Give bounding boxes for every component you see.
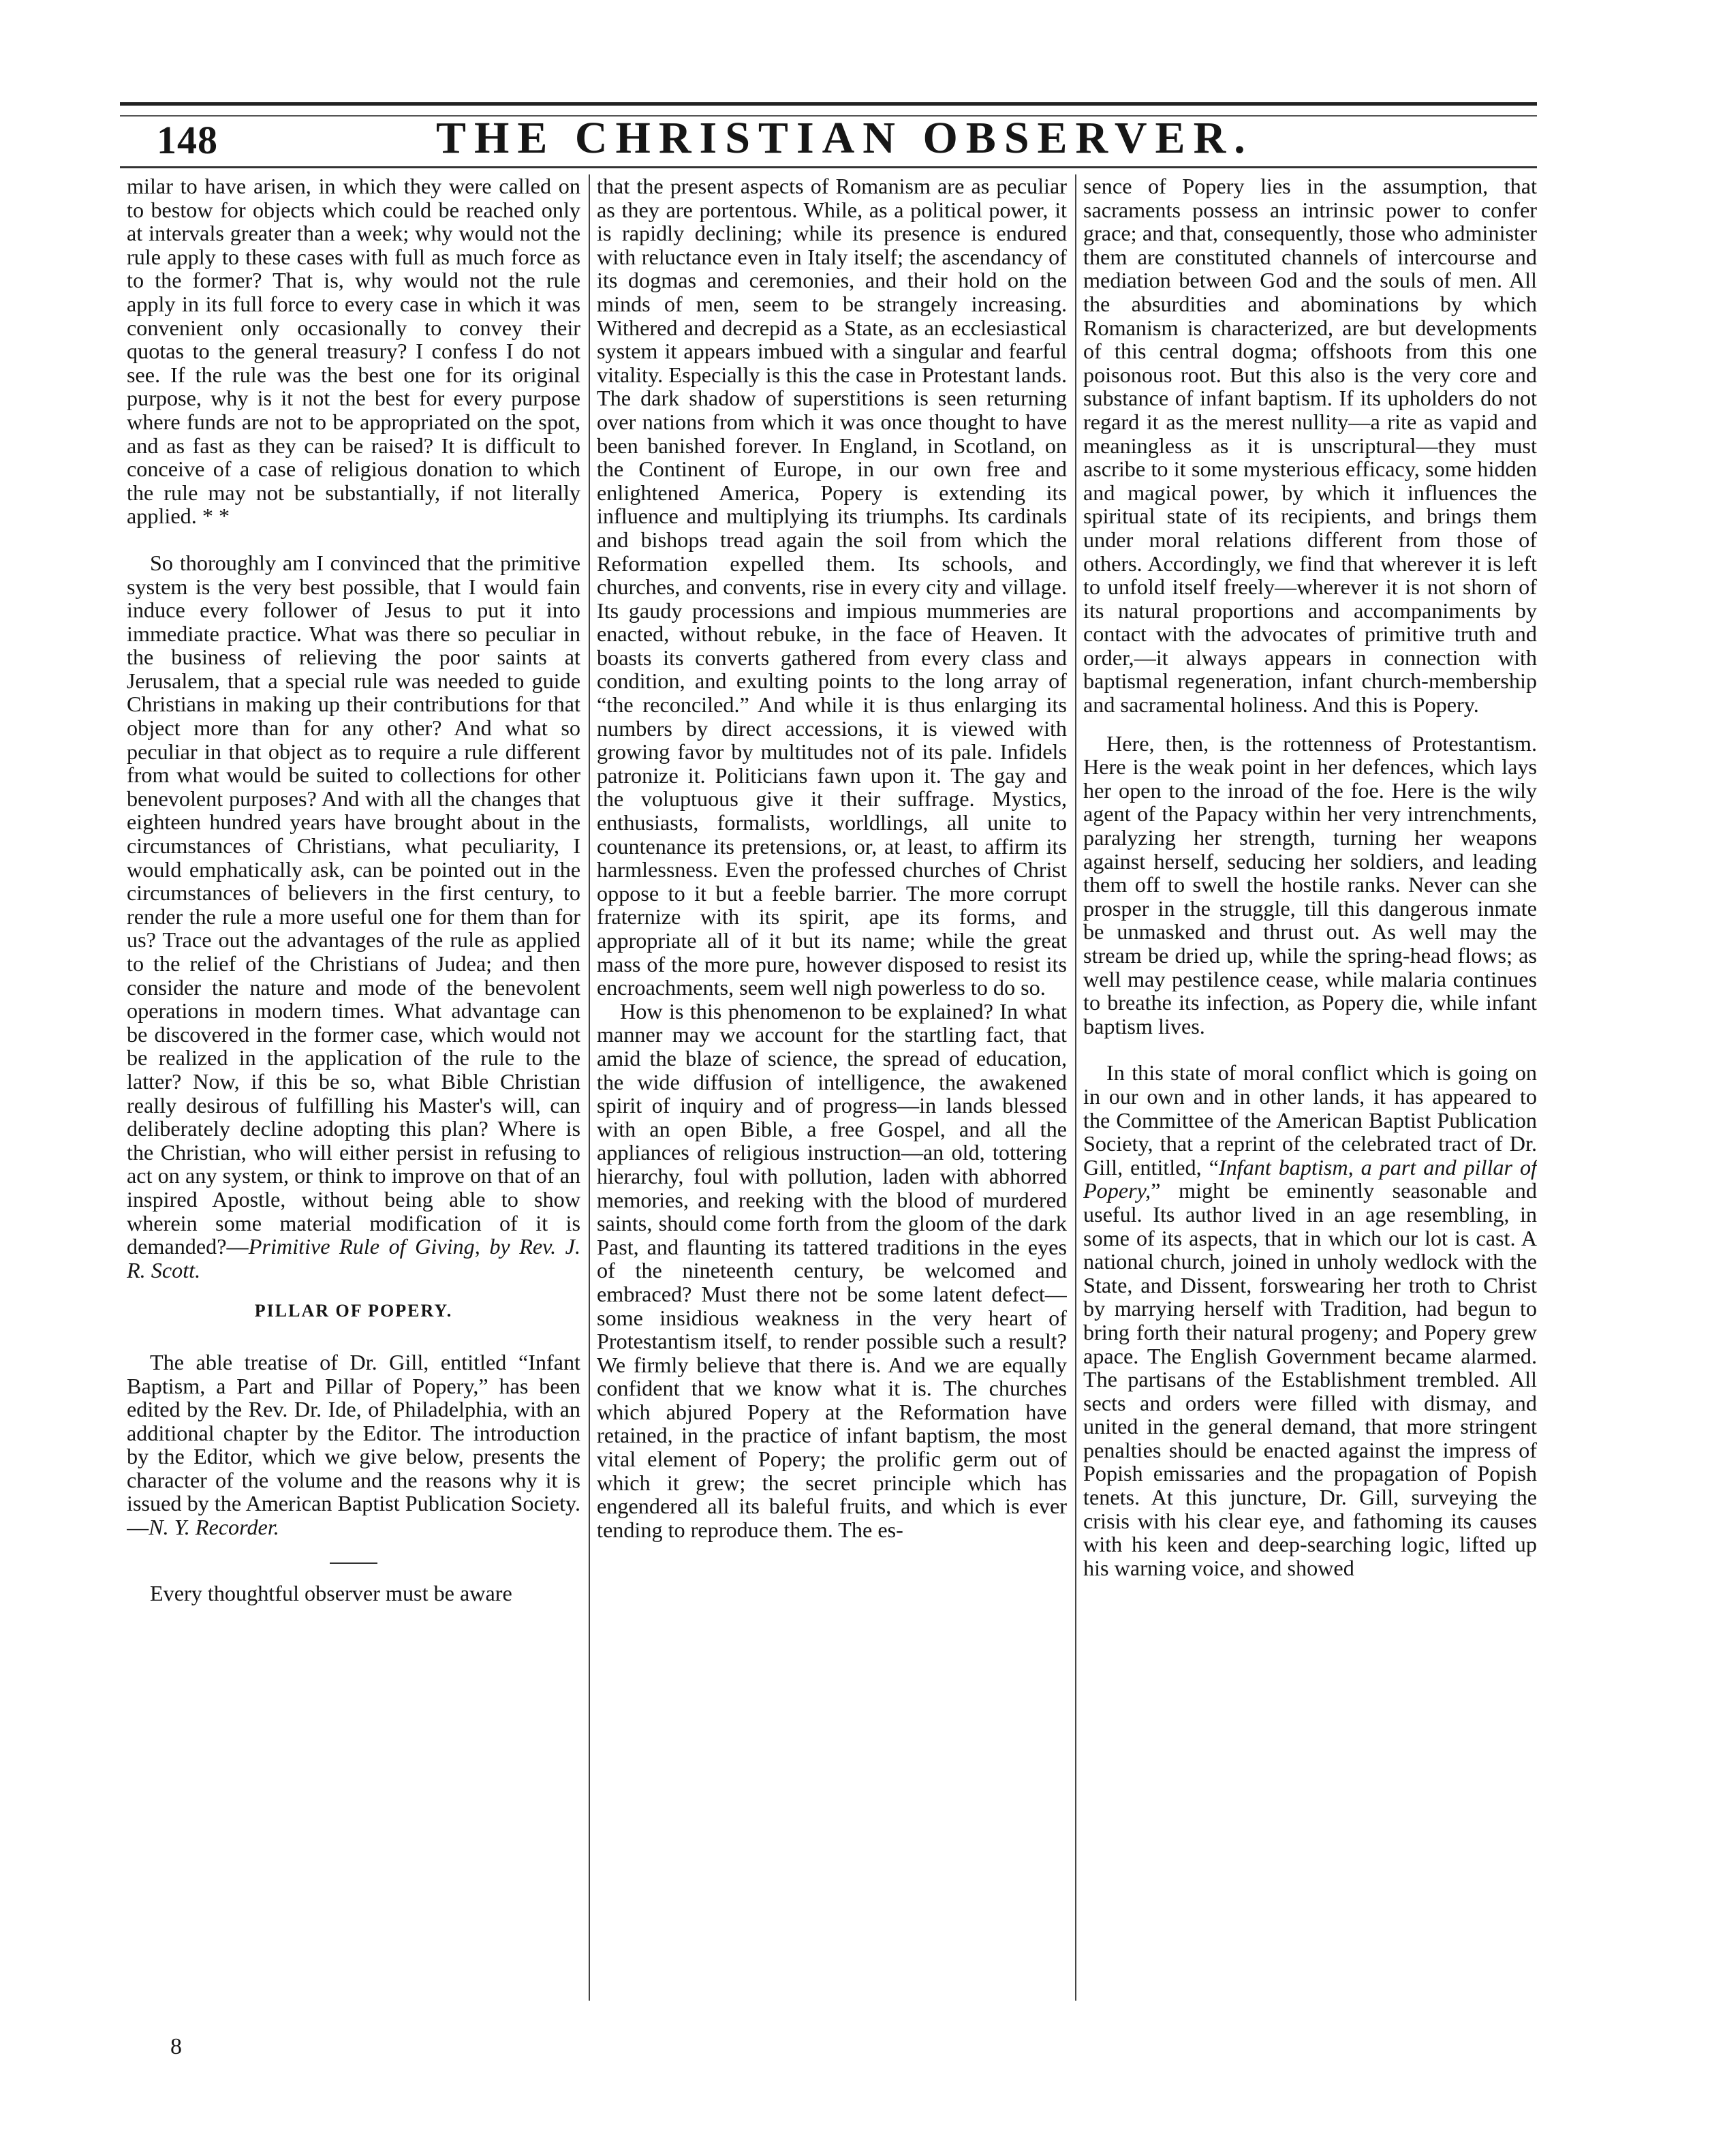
paragraph: milar to have arisen, in which they were called on to bestow for objects which could be reached only at intervals greater than a week; why would not the rule apply to these cases with full as much force as to the former? That is, why would not the rule apply in its full force to every case in which it was convenient only occasionally to convey their quotas to the general treasury? I confess I do not see. If the rule was the best one for its original purpose, why is it not the best for every purpose where funds are not to be appropriated on the spot, and as fast as they can be raised? It is difficult to conceive of a case of religious donation to which the rule may not be substantially, if not literally applied. * * bbox=[127, 174, 580, 529]
paragraph: Every thoughtful observer must be aware bbox=[150, 1580, 512, 1605]
signature-mark: 8 bbox=[170, 2034, 182, 2059]
paragraph bbox=[127, 551, 580, 1282]
column-3 bbox=[1083, 174, 1537, 1980]
paragraph-text: ” might be eminently seasonable and useful. Its author lived in an age resembling, in some of its aspects, that in which our lot is cast. A national church, joined in unholy wedlock with the State, and Dissent, forswearing her troth to Christ by marrying herself with Tradition, had begun to bring forth their natural progeny; and Popery grew apace. The English Government became alarmed. The partisans of the Establishment trembled. All sects and orders were filled with dismay, and united in the general demand, that more stringent penalties should be enacted against the impress of Popish emissaries and the propagation of Popish tenets. At this juncture, Dr. Gill, surveying the crisis with his clear eye, and fathoming its causes with his keen and deep-searching logic, lifted up his warning voice, and showed bbox=[1083, 1178, 1537, 1580]
tract-title: Infant baptism, a part and pillar of Popery, bbox=[1083, 1154, 1537, 1203]
paragraph-text: The able treatise of Dr. Gill, entitled “Infant Baptism, a Part and Pillar of Popery,” has been edited by the Rev. Dr. Ide, of Philadelphia, with an additional chapter by the Editor. The introduction by the Editor, which we give below, presents the character of the volume and the reasons why it is issued by the American Baptist Publication Society.— bbox=[127, 1349, 580, 1540]
column-divider bbox=[589, 174, 590, 2001]
column-1 bbox=[127, 174, 580, 1980]
paragraph: Here, then, is the rottenness of Protestantism. Here is the weak point in her defences, which lays her open to the inroad of the foe. Here is the wily agent of the Papacy within her very intrenchments, paralyzing her strength, turning her weapons against herself, seducing her soldiers, and leading them off to swell the hostile ranks. Never can she prosper in the struggle, till this dangerous inmate be unmasked and thrust out. As well may the stream be dried up, while the spring-head flows; as well may pestilence cease, while malaria continues to breathe its infection, as Popery die, while infant baptism lives. bbox=[1083, 730, 1537, 1038]
page-number: 148 bbox=[157, 118, 218, 162]
paragraph: How is this phenomenon to be explained? In what manner may we account for the startling fact, that amid the blaze of science, the spread of education, the wide diffusion of intelligence, the awakened spirit of inquiry and of progress—in lands blessed with an open Bible, a free Gospel, and all the appliances of religious instruction—an old, tottering hierarchy, foul with pollution, laden with abhorred memories, and reeking with the blood of murdered saints, should come forth from the gloom of the dark Past, and flaunting its tattered traditions in the eyes of the nineteenth century, be welcomed and embraced? Must there not be some latent defect—some insidious weakness in the very heart of Protestantism itself, to render possible such a result? We firmly believe that there is. And we are equally confident that we know what it is. The churches which abjured Popery at the Reformation have retained, in the practice of infant baptism, the most vital element of Popery; the prolific germ out of which it grew; the secret principle which has engendered all its baleful fruits, and which is ever tending to reproduce them. The es- bbox=[597, 998, 1067, 1542]
paragraph-text: In this state of moral conflict which is going on in our own and in other lands, it has appeared to the Committee of the American Baptist Publication Society, that a reprint of the celebrated tract of Dr. Gill, entitled, “ bbox=[1083, 1060, 1537, 1180]
paragraph: that the present aspects of Romanism are as peculiar as they are portentous. While, as a political power, it is rapidly declining; while its presence is endured with reluctance even in Italy itself; the ascendancy of its dogmas and ceremonies, and their hold on the minds of men, seem to be strangely increasing. Withered and decrepid as a State, as an ecclesiastical system it appears imbued with a singular and fearful vitality. Especially is this the case in Protestant lands. The dark shadow of superstitions is seen returning over nations from which it was once thought to have been banished forever. In England, in Scotland, on the Continent of Europe, in our own free and enlightened America, Popery is extending its influence and multiplying its triumphs. Its cardinals and bishops tread again the soil from which the Reformation expelled them. Its schools, and churches, and convents, rise in every city and village. Its gaudy processions and impious mummeries are enacted, without rebuke, in the face of Heaven. It boasts its converts gathered from every class and condition, and exulting points to the long array of “the reconciled.” And while it is thus enlarging its numbers by direct accessions, it is viewed with growing favor by multitudes not of its pale. Infidels patronize it. Politicians fawn upon it. The gay and the voluptuous give it their suffrage. Mystics, enthusiasts, formalists, worldlings, all unite to countenance its pretensions, or, at least, to affirm its harmlessness. Even the professed churches of Christ oppose to it but a feeble barrier. The more corrupt fraternize with its spirit, ape its forms, and appropriate all of it but its name; while the great mass of the more pure, however disposed to resist its encroachments, seem well nigh powerless to do so. bbox=[597, 174, 1067, 1000]
header-rule bbox=[120, 166, 1537, 168]
column-divider bbox=[1075, 174, 1076, 2001]
section-heading: PILLAR OF POPERY. bbox=[254, 1301, 453, 1321]
paragraph: sence of Popery lies in the assumption, that sacraments possess an intrinsic power to confer grace; and that, consequently, those who administer them are constituted channels of intercourse and mediation between God and the souls of men. All the absurdities and abominations by which Romanism is characterized, are but developments of this central dogma; offshoots from this one poisonous root. But this also is the very core and substance of infant baptism. If its upholders do not regard it as the merest nullity—a rite as vapid and meaningless as it is unscriptural—they must ascribe to it some mysterious efficacy, some hidden and magical power, by which it influences the spiritual state of its recipients, and brings them under moral relations different from those of others. Accordingly, we find that wherever it is left to unfold itself freely—wherever it is not shorn of its natural proportions and accompaniments by contact with the advocates of primitive truth and order,—it always appears in connection with baptismal regeneration, infant church-membership and sacramental holiness. And this is Popery. bbox=[1083, 174, 1537, 718]
column-2 bbox=[597, 174, 1067, 1980]
paragraph-text: So thoroughly am I convinced that the primitive system is the very best possible, that I would fain induce every follower of Jesus to put it into immediate practice. What was there so peculiar in the business of relieving the poor saints at Jerusalem, that a special rule was needed to guide Christians in making up their contributions for that object more than for any other? And what so peculiar in that object as to require a rule different from what would be suited to collections for other benevolent purposes? And with all the changes that eighteen hundred years have brought about in the circumstances of Christians, what peculiarity, I would emphatically ask, can be pointed out in the circumstances of believers in the first century, to render the rule a more useful one for them than for us? Trace out the advantages of the rule as applied to the relief of the Christians of Judea; and then consider the nature and mode of the benevolent operations in modern times. What advantage can be discovered in the former case, which would not be realized in the application of the rule to the latter? Now, if this be so, what Bible Christian really desirous of fulfilling his Master's will, can deliberately decline adopting this plan? Where is the Christian, who will either persist in refusing to act on any system, or think to improve on that of an inspired Apostle, without being able to show wherein some material modification of it is demanded?— bbox=[127, 550, 580, 1259]
attribution: N. Y. Recorder. bbox=[149, 1515, 279, 1540]
paragraph bbox=[1083, 1061, 1537, 1580]
paragraph bbox=[127, 1351, 580, 1539]
attribution: Primitive Rule of Giving, by Rev. J. R. Scott. bbox=[127, 1234, 580, 1282]
short-divider-rule bbox=[330, 1562, 377, 1564]
running-title: THE CHRISTIAN OBSERVER. bbox=[436, 113, 1254, 163]
